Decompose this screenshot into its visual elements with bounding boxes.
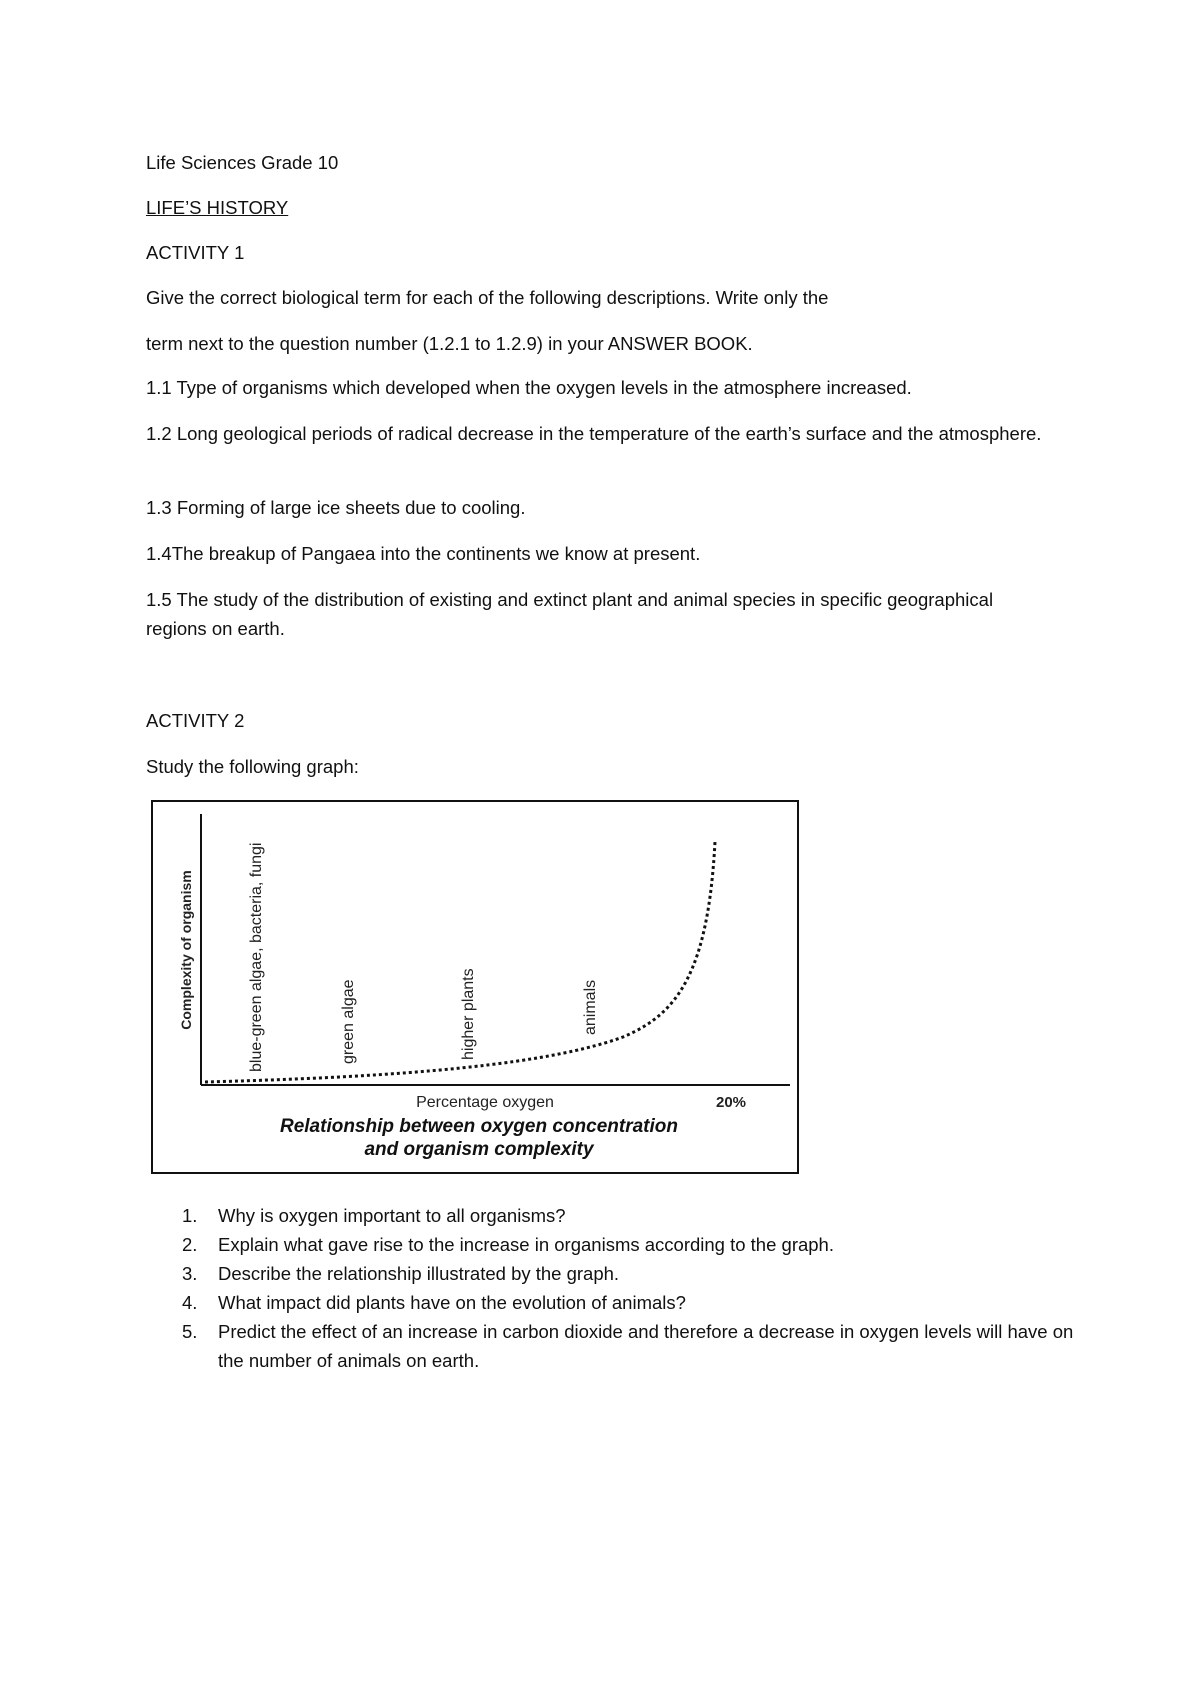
activity2-question-list	[146, 1201, 1086, 1375]
list-item	[146, 1317, 1086, 1375]
annotation-label: animals	[582, 979, 599, 1035]
activity2-heading: ACTIVITY 2	[146, 710, 245, 731]
oxygen-complexity-graph	[151, 800, 799, 1174]
activity1-item: 1.3 Forming of large ice sheets due to cooling.	[146, 497, 526, 518]
chart-title: Relationship between oxygen concentration	[279, 1116, 679, 1137]
activity1-instruction-line2: term next to the question number (1.2.1 to 1.2.9) in your ANSWER BOOK.	[146, 333, 753, 354]
activity1-item: 1.2 Long geological periods of radical decrease in the temperature of the earth’s surface and the atmosphere.	[146, 423, 1042, 444]
x-tick-label: 20%	[715, 1094, 747, 1111]
question-text: Predict the effect of an increase in carbon dioxide and therefore a decrease in oxygen levels will have on the number of animals on earth.	[218, 1321, 1074, 1371]
course-title: Life Sciences Grade 10	[146, 152, 339, 173]
graph-svg	[153, 802, 797, 1172]
question-number: 2.	[182, 1234, 198, 1255]
activity1-heading: ACTIVITY 1	[146, 242, 245, 263]
activity2-intro: Study the following graph:	[146, 756, 359, 777]
chart-title: and organism complexity	[364, 1139, 594, 1160]
list-item	[146, 1201, 1086, 1230]
topic-heading: LIFE’S HISTORY	[146, 197, 289, 218]
y-axis-label: Complexity of organism	[178, 870, 194, 1030]
list-item	[146, 1288, 1086, 1317]
activity1-item: 1.4The breakup of Pangaea into the continents we know at present.	[146, 543, 701, 564]
list-item	[146, 1230, 1086, 1259]
annotation-label: green algae	[340, 979, 357, 1064]
question-number: 4.	[182, 1292, 198, 1313]
question-text: Why is oxygen important to all organisms?	[218, 1205, 566, 1226]
question-text: Explain what gave rise to the increase in organisms according to the graph.	[218, 1234, 834, 1255]
annotation-label: higher plants	[460, 968, 477, 1060]
activity1-item: 1.5 The study of the distribution of existing and extinct plant and animal species in specific geographical regions on earth.	[146, 589, 994, 639]
question-number: 3.	[182, 1263, 198, 1284]
x-axis-label: Percentage oxygen	[416, 1094, 554, 1111]
activity1-item: 1.1 Type of organisms which developed when the oxygen levels in the atmosphere increased.	[146, 377, 912, 398]
question-number: 5.	[182, 1321, 198, 1342]
list-item	[146, 1259, 1086, 1288]
question-text: Describe the relationship illustrated by the graph.	[218, 1263, 620, 1284]
activity1-instruction-line1: Give the correct biological term for each of the following descriptions. Write only the	[146, 287, 829, 308]
annotation-label: blue-green algae, bacteria, fungi	[248, 842, 265, 1072]
question-text: What impact did plants have on the evolution of animals?	[218, 1292, 686, 1313]
question-number: 1.	[182, 1205, 198, 1226]
